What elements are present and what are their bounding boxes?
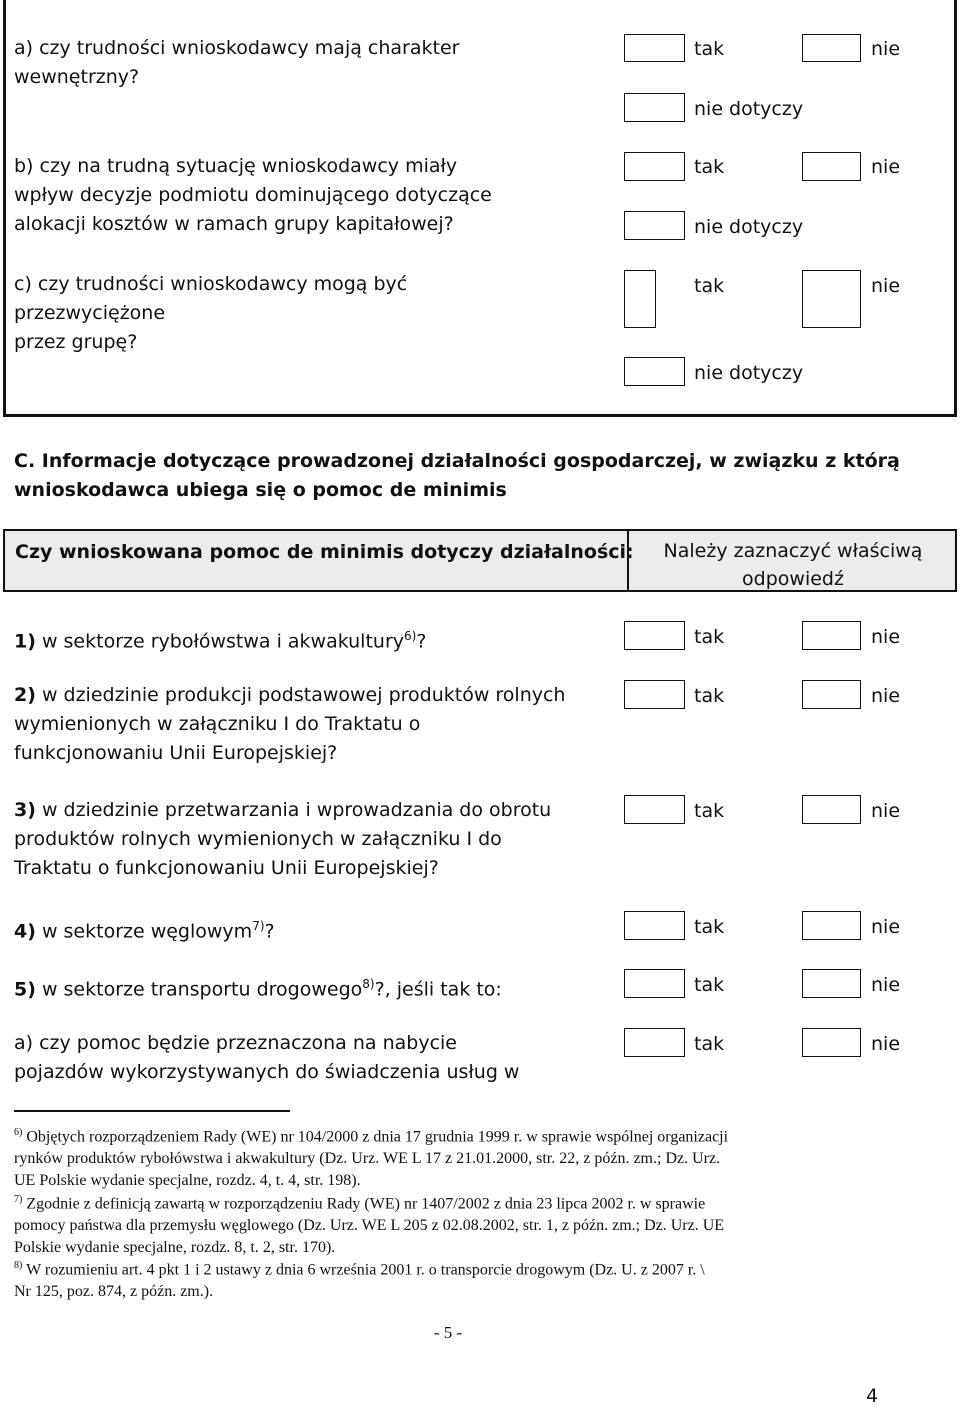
question-3 (14, 796, 551, 883)
question-5a-line2: pojazdów wykorzystywanych do świadczenia usług w (14, 1061, 520, 1083)
q-a-yes-label: tak (694, 38, 725, 60)
q5-no-checkbox[interactable] (802, 969, 861, 998)
q2-no-checkbox[interactable] (802, 680, 861, 709)
q4-yes-label: tak (694, 916, 725, 938)
footnote-separator (14, 1110, 290, 1112)
q5a-yes-label: tak (694, 1033, 725, 1055)
question-2 (14, 681, 565, 768)
question-b-line1: b) czy na trudną sytuację wnioskodawcy miały (14, 155, 458, 177)
q-a-no-label: nie (871, 38, 901, 60)
question-c-line2: przezwyciężone (14, 302, 166, 324)
q5-yes-label: tak (694, 974, 725, 996)
q-c-na-label: nie dotyczy (694, 362, 804, 384)
question-b-line3: alokacji kosztów w ramach grupy kapitałowej? (14, 213, 454, 235)
q-b-na-checkbox[interactable] (624, 211, 685, 240)
q5-yes-checkbox[interactable] (624, 969, 685, 998)
footnote-ref-7[interactable]: 7) (252, 919, 265, 933)
q3-no-checkbox[interactable] (802, 795, 861, 824)
question-3-line1: w dziedzinie przetwarzania i wprowadzania do obrotu (35, 799, 552, 821)
footnote-6-line2: rynków produktów rybołówstwa i akwakultury (Dz. Urz. WE L 17 z 21.01.2000, str. 22, z późn. zm.; Dz. Urz. (14, 1150, 721, 1168)
question-a-line2: wewnętrzny? (14, 66, 140, 88)
header-right-label (629, 537, 957, 593)
question-3-line2: produktów rolnych wymienionych w załączniku I do (14, 828, 502, 850)
q-b-no-checkbox[interactable] (802, 152, 861, 181)
section-c-header (3, 529, 957, 592)
footnote-7 (14, 1189, 894, 1259)
footnote-ref-6[interactable]: 6) (404, 629, 417, 643)
question-2-line3: funkcjonowaniu Unii Europejskiej? (14, 742, 338, 764)
q5a-no-label: nie (871, 1033, 901, 1055)
q-a-na-checkbox[interactable] (624, 93, 685, 122)
q2-yes-checkbox[interactable] (624, 680, 685, 709)
question-b-line2: wpływ decyzje podmiotu dominującego dotyczące (14, 184, 492, 206)
q1-yes-label: tak (694, 626, 725, 648)
q1-no-label: nie (871, 626, 901, 648)
question-c-line1: c) czy trudności wnioskodawcy mogą być (14, 273, 408, 295)
question-5a-line1: a) czy pomoc będzie przeznaczona na nabycie (14, 1032, 457, 1054)
question-1-number: 1) (14, 630, 36, 653)
footnote-8-line1: W rozumieniu art. 4 pkt 1 i 2 ustawy z dnia 6 września 2001 r. o transporcie drogowym (Dz. U. z 2007 r. \ (26, 1261, 705, 1279)
footnote-8-line2: Nr 125, poz. 874, z późn. zm.). (14, 1283, 214, 1301)
question-a-line1: a) czy trudności wnioskodawcy mają charakter (14, 37, 460, 59)
question-2-line2: wymienionych w załączniku I do Traktatu o (14, 713, 421, 735)
footnote-7-mark: 7) (14, 1194, 23, 1205)
q1-yes-checkbox[interactable] (624, 621, 685, 650)
question-1-text: w sektorze rybołówstwa i akwakultury (35, 630, 405, 653)
question-1-end: ? (416, 630, 427, 653)
q-a-no-checkbox[interactable] (802, 34, 861, 62)
footnote-8-mark: 8) (14, 1260, 23, 1271)
question-c (14, 270, 407, 357)
section-c-title (14, 447, 900, 505)
question-4-text: w sektorze węglowym (35, 920, 253, 943)
section-c-title-line1: C. Informacje dotyczące prowadzonej działalności gospodarczej, w związku z którą (14, 450, 900, 472)
q4-no-label: nie (871, 916, 901, 938)
footnote-7-line3: Polskie wydanie specjalne, rozdz. 8, t. 2, str. 170). (14, 1239, 336, 1257)
q-a-yes-checkbox[interactable] (624, 34, 685, 62)
footnote-7-line1: Zgodnie z definicją zawartą w rozporządzeniu Rady (WE) nr 1407/2002 z dnia 23 lipca 2002 r. w sprawie (26, 1195, 706, 1213)
q-c-na-checkbox[interactable] (624, 357, 685, 386)
q-c-no-checkbox[interactable] (802, 270, 861, 328)
footnote-6 (14, 1122, 894, 1192)
q-c-yes-checkbox[interactable] (624, 270, 656, 328)
question-1 (14, 622, 426, 656)
question-5-number: 5) (14, 978, 36, 1001)
q3-yes-checkbox[interactable] (624, 795, 685, 824)
q-c-no-label: nie (871, 275, 901, 297)
question-3-number: 3) (14, 799, 36, 821)
q-b-yes-checkbox[interactable] (624, 152, 685, 181)
footnote-ref-8[interactable]: 8) (362, 977, 375, 991)
question-2-line1: w dziedzinie produkcji podstawowej produktów rolnych (35, 684, 566, 706)
q1-no-checkbox[interactable] (802, 621, 861, 650)
footnote-8 (14, 1255, 894, 1303)
q-a-na-label: nie dotyczy (694, 98, 804, 120)
question-4 (14, 912, 275, 946)
q2-no-label: nie (871, 685, 901, 707)
question-2-number: 2) (14, 684, 36, 706)
q4-yes-checkbox[interactable] (624, 911, 685, 940)
question-5 (14, 970, 502, 1004)
q5a-yes-checkbox[interactable] (624, 1028, 685, 1057)
question-4-end: ? (264, 920, 275, 943)
q-c-yes-label: tak (694, 275, 725, 297)
q3-yes-label: tak (694, 800, 725, 822)
corner-page-number: 4 (866, 1385, 879, 1407)
question-b (14, 152, 492, 239)
q-b-na-label: nie dotyczy (694, 216, 804, 238)
question-5-text: w sektorze transportu drogowego (35, 978, 363, 1001)
header-left-label: Czy wnioskowana pomoc de minimis dotyczy działalności: (15, 541, 634, 563)
question-5-end: ?, jeśli tak to: (374, 978, 502, 1001)
q5-no-label: nie (871, 974, 901, 996)
header-right-line2: odpowiedź (742, 568, 844, 590)
q-b-no-label: nie (871, 156, 901, 178)
q4-no-checkbox[interactable] (802, 911, 861, 940)
question-4-number: 4) (14, 920, 36, 943)
footnote-6-mark: 6) (14, 1127, 23, 1138)
question-c-line3: przez grupę? (14, 331, 138, 353)
q2-yes-label: tak (694, 685, 725, 707)
header-right-line1: Należy zaznaczyć właściwą (663, 540, 923, 562)
question-a (14, 34, 459, 92)
footnote-7-line2: pomocy państwa dla przemysłu węglowego (Dz. Urz. WE L 205 z 02.08.2002, str. 1, z późn. zm.; Dz. Urz. UE (14, 1217, 725, 1235)
question-5a (14, 1029, 519, 1087)
footnote-6-line1: Objętych rozporządzeniem Rady (WE) nr 104/2000 z dnia 17 grudnia 1999 r. w sprawie wspólnej organizacji (26, 1128, 729, 1146)
footnote-6-line3: UE Polskie wydanie specjalne, rozdz. 4, t. 4, str. 198). (14, 1172, 361, 1190)
section-c-title-line2: wnioskodawca ubiega się o pomoc de minimis (14, 479, 507, 501)
q-b-yes-label: tak (694, 156, 725, 178)
question-3-line3: Traktatu o funkcjonowaniu Unii Europejskiej? (14, 857, 439, 879)
q3-no-label: nie (871, 800, 901, 822)
q5a-no-checkbox[interactable] (802, 1028, 861, 1057)
page-number: - 5 - (433, 1323, 463, 1342)
